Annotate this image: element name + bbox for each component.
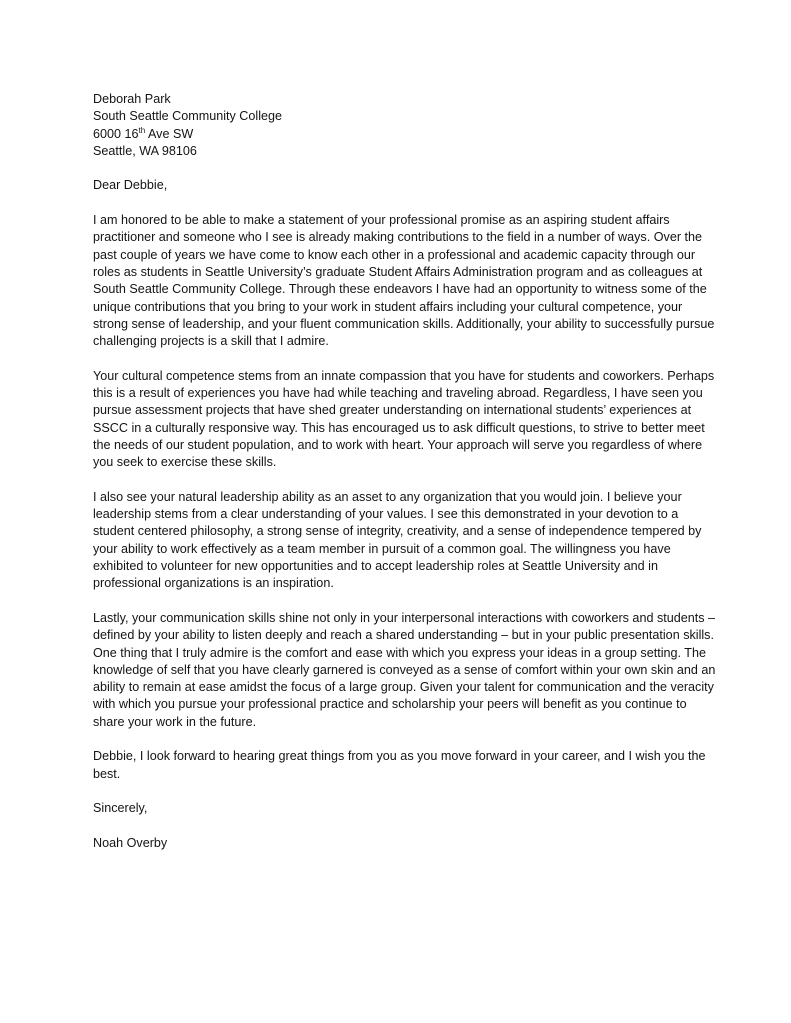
recipient-address xyxy=(93,91,719,160)
street-ordinal-suffix: th xyxy=(138,125,146,135)
signature-name: Noah Overby xyxy=(93,835,168,850)
recipient-organization: South Seattle Community College xyxy=(93,109,283,124)
recipient-name: Deborah Park xyxy=(93,92,171,106)
body-paragraph-2: Your cultural competence stems from an innate compassion that you have for students and coworkers. Perhaps this is a result of experiences you have had while teaching and traveling abroad. Regardless, I have seen you pursue assessment projects that have shed greater understanding on international students’ experiences at SSCC in a culturally responsive way. This has encouraged us to ask difficult questions, to strive to better meet the needs of our student population, and to work with heart. Your approach will serve you regardless of where you seek to exercise these skills. xyxy=(93,368,715,470)
street-name: Ave SW xyxy=(145,126,194,141)
recipient-city: Seattle, WA 98106 xyxy=(93,143,197,158)
street-number: 6000 16 xyxy=(93,126,139,141)
body-paragraph-1: I am honored to be able to make a statement of your professional promise as an aspiring student affairs practitioner and someone who I see is already making contributions to the field in a number of ways. Over the past couple of years we have come to know each other in a professional and academic capacity through our roles as students in Seattle University’s graduate Student Affairs Administration program and as colleagues at South Seattle Community College. Through these endeavors I have had an opportunity to witness some of the unique contributions that you bring to your work in student affairs including your cultural competence, your strong sense of leadership, and your fluent communication skills. Additionally, your ability to successfully pursue challenging projects is a skill that I admire. xyxy=(93,213,715,349)
closing: Sincerely, xyxy=(93,801,148,816)
body-paragraph-4: Lastly, your communication skills shine not only in your interpersonal interactions with coworkers and students – defined by your ability to listen deeply and reach a shared understanding – but in your public presentation skills. One thing that I truly admire is the comfort and ease with which you express your ideas in a group setting. The knowledge of self that you have clearly garnered is conveyed as a sense of comfort within your own skin and an ability to remain at ease amidst the focus of a large group. Given your talent for communication and the veracity with which you pursue your professional practice and scholarship your peers will benefit as you continue to share your work in the future. xyxy=(93,610,716,729)
salutation: Dear Debbie, xyxy=(93,178,168,193)
letter-page xyxy=(93,91,719,869)
recipient-street xyxy=(93,126,719,143)
body-paragraph-5: Debbie, I look forward to hearing great things from you as you move forward in your career, and I wish you the best. xyxy=(93,749,706,781)
body-paragraph-3: I also see your natural leadership ability as an asset to any organization that you would join. I believe your leadership stems from a clear understanding of your values. I see this demonstrated in your devotion to a student centered philosophy, a strong sense of integrity, creativity, and a sense of independence tempered by your ability to work effectively as a team member in pursuit of a common goal. The willingness you have exhibited to volunteer for new opportunities and to accept leadership roles at Seattle University and in professional organizations is an inspiration. xyxy=(93,489,702,591)
